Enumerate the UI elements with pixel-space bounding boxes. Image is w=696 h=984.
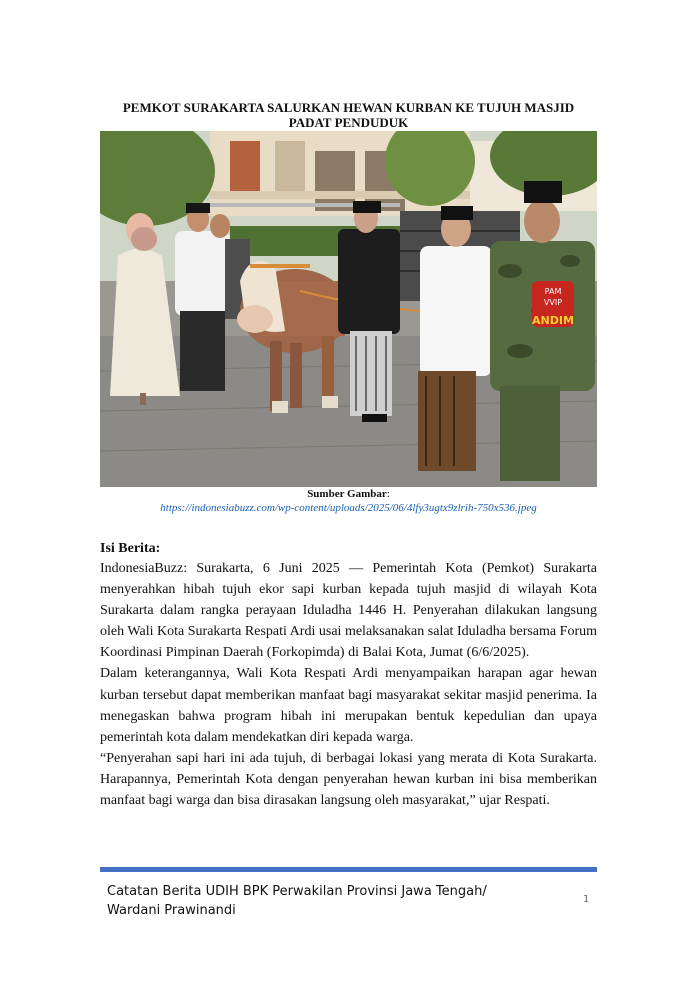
badge-text-vvip: VVIP — [543, 298, 563, 307]
footer-note — [107, 882, 527, 920]
image-source-link[interactable]: https://indonesiabuzz.com/wp-content/uploads/2025/06/4lfy3ugtx9zlrih-750x536.jpeg — [160, 502, 537, 514]
news-photo-illustration — [100, 131, 597, 487]
image-caption-label: Sumber Gambar: — [307, 488, 390, 500]
news-title: PEMKOT SURAKARTA SALURKAN HEWAN KURBAN KE TUJUH MASJID PADAT PENDUDUK — [122, 100, 575, 130]
paragraph: “Penyerahan sapi hari ini ada tujuh, di berbagai lokasi yang merata di Kota Surakarta. Harapannya, Pemerintah Kota dengan penyerahan hewan kurban ini bisa memberikan manfaat bagi warga dan bisa dirasakan langsung oleh masyarakat,” ujar Respati. — [100, 750, 597, 809]
section-heading: Isi Berita: — [100, 541, 161, 556]
page-number: 1 — [583, 894, 590, 905]
paragraph: IndonesiaBuzz: Surakarta, 6 Juni 2025 — Pemerintah Kota (Pemkot) Surakarta menyerahkan hibah tujuh ekor sapi kurban kepada tujuh masjid di wilayah Kota Surakarta dalam rangka perayaan Iduladha 1446 H. Penyerahan dilakukan langsung oleh Wali Kota Surakarta Respati Ardi usai melaksanakan salat Iduladha bersama Forum Koordinasi Pimpinan Daerah (Forkopimda) di Balai Kota, Jumat (6/6/2025). — [100, 561, 597, 661]
badge-text-pam: PAM — [544, 287, 562, 296]
news-photo — [100, 131, 597, 487]
news-body — [100, 558, 597, 811]
footer-line-2: Wardani Prawinandi — [107, 903, 236, 918]
paragraph: Dalam keterangannya, Wali Kota Respati Ardi menyampaikan harapan agar hewan kurban tersebut dapat memberikan manfaat bagi masyarakat sekitar masjid penerima. Ia menegaskan bahwa program hibah ini merupakan bentuk kepedulian dan upaya pemerintah kota dalam mendekatkan diri kepada warga. — [100, 666, 597, 745]
footer-line-1: Catatan Berita UDIH BPK Perwakilan Provinsi Jawa Tengah/ — [107, 884, 487, 899]
badge-text-andim: ANDIM — [532, 314, 574, 327]
footer-divider — [100, 867, 597, 872]
